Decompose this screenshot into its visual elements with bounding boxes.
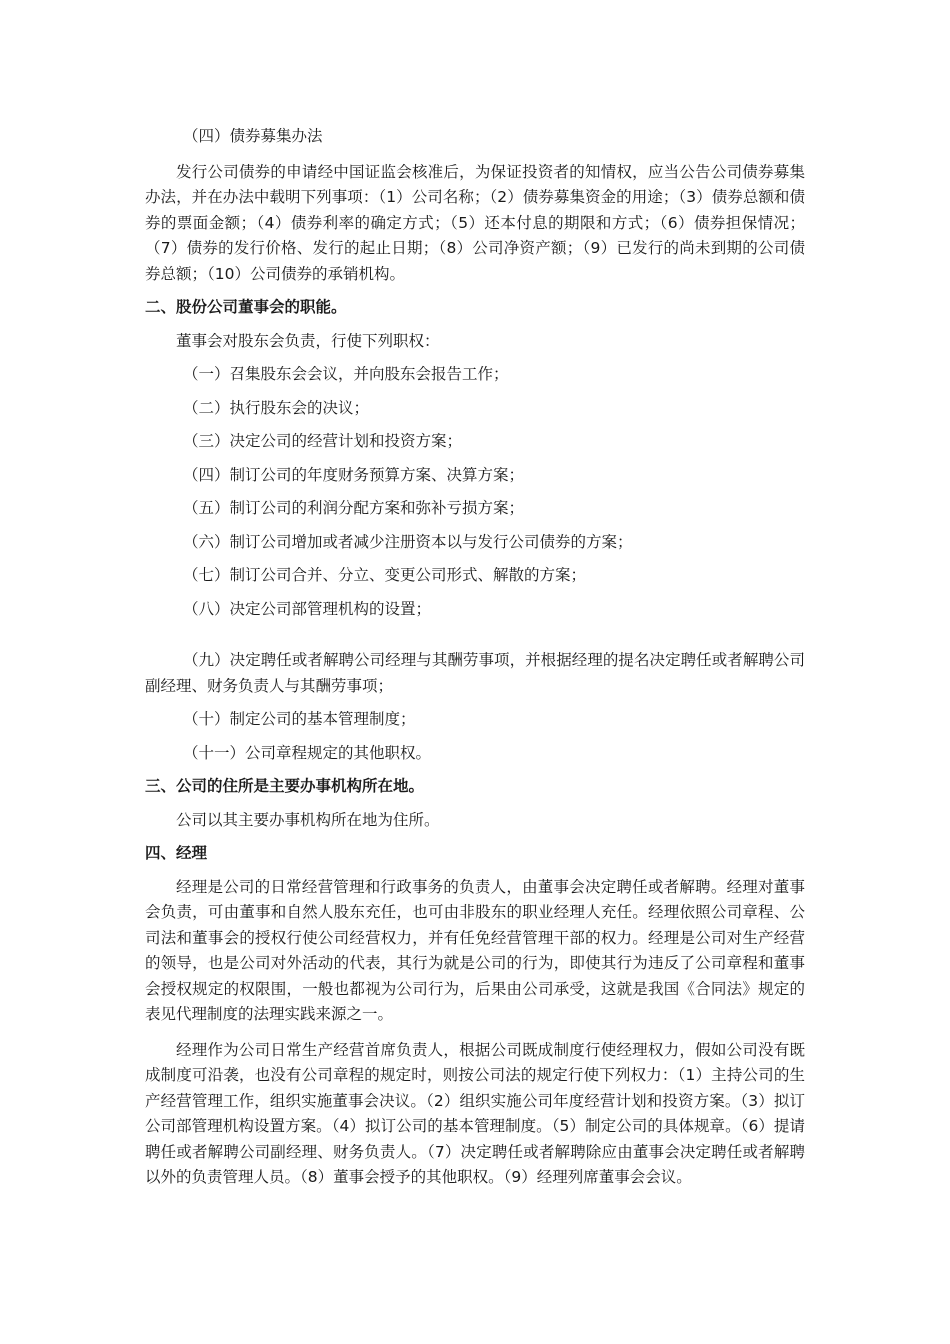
board-duty-item: （四）制订公司的年度财务预算方案、决算方案； bbox=[183, 465, 525, 484]
board-duty-item: （三）决定公司的经营计划和投资方案； bbox=[183, 432, 463, 450]
board-duty-item: （九）决定聘任或者解聘公司经理与其酬劳事项，并根据经理的提名决定聘任或者解聘公司副经理、财务负责人与其酬劳事项； bbox=[145, 651, 805, 695]
board-duty-item: （一）召集股东会会议，并向股东会报告工作； bbox=[183, 365, 509, 383]
section-heading-board-functions: 二、股份公司董事会的职能。 bbox=[145, 298, 347, 316]
domicile-paragraph: 公司以其主要办事机构所在地为住所。 bbox=[176, 810, 440, 829]
board-duty-item: （八）决定公司部管理机构的设置； bbox=[183, 599, 432, 618]
section-heading-manager: 四、经理 bbox=[145, 844, 208, 862]
board-duty-item: （五）制订公司的利润分配方案和弥补亏损方案； bbox=[183, 499, 525, 517]
board-duty-item: （十）制定公司的基本管理制度； bbox=[183, 710, 416, 728]
board-intro-paragraph: 董事会对股东会负责，行使下列职权： bbox=[176, 331, 440, 350]
manager-paragraph-1: 经理是公司的日常经营管理和行政事务的负责人，由董事会决定聘任或者解聘。经理对董事会负责，可由董事和自然人股东充任，也可由非股东的职业经理人充任。经理依照公司章程、公司法和董事会的授权行使公司经营权力，并有任免经营管理干部的权力。经理是公司对生产经营的领导，也是公司对外活动的代表，其行为就是公司的行为，即使其行为违反了公司章程和董事会授权规定的权限围，一般也都视为公司行为，后果由公司承受，这就是我国《合同法》规定的表见代理制度的法理实践来源之一。 bbox=[145, 877, 805, 1023]
manager-paragraph-2: 经理作为公司日常生产经营首席负责人，根据公司既成制度行使经理权力，假如公司没有既成制度可沿袭，也没有公司章程的规定时，则按公司法的规定行使下列权力：（1）主持公司的生产经营管理工作，组织实施董事会决议。（2）组织实施公司年度经营计划和投资方案。（3）拟订公司部管理机构设置方案。（4）拟订公司的基本管理制度。（5）制定公司的具体规章。（6）提请聘任或者解聘公司副经理、财务负责人。（7）决定聘任或者解聘除应由董事会决定聘任或者解聘以外的负责管理人员。（8）董事会授予的其他职权。（9）经理列席董事会会议。 bbox=[145, 1040, 805, 1186]
section-heading-domicile: 三、公司的住所是主要办事机构所在地。 bbox=[145, 777, 425, 795]
board-duty-item: （十一）公司章程规定的其他职权。 bbox=[183, 743, 432, 762]
document-page bbox=[145, 124, 805, 1191]
board-duty-item: （二）执行股东会的决议； bbox=[183, 398, 370, 417]
board-duty-item: （七）制订公司合并、分立、变更公司形式、解散的方案； bbox=[183, 566, 587, 584]
board-duty-item: （六）制订公司增加或者减少注册资本以与发行公司债券的方案； bbox=[183, 532, 633, 551]
bond-offering-paragraph: 发行公司债券的申请经中国证监会核准后，为保证投资者的知情权，应当公告公司债券募集办法，并在办法中载明下列事项：（1）公司名称；（2）债券募集资金的用途；（3）债券总额和债券的票面金额；（4）债券利率的确定方式；（5）还本付息的期限和方式；（6）债券担保情况；（7）债券的发行价格、发行的起止日期；（8）公司净资产额；（9）已发行的尚未到期的公司债券总额；（10）公司债券的承销机构。 bbox=[145, 162, 805, 283]
subsection-title: （四）债券募集办法 bbox=[183, 127, 323, 145]
